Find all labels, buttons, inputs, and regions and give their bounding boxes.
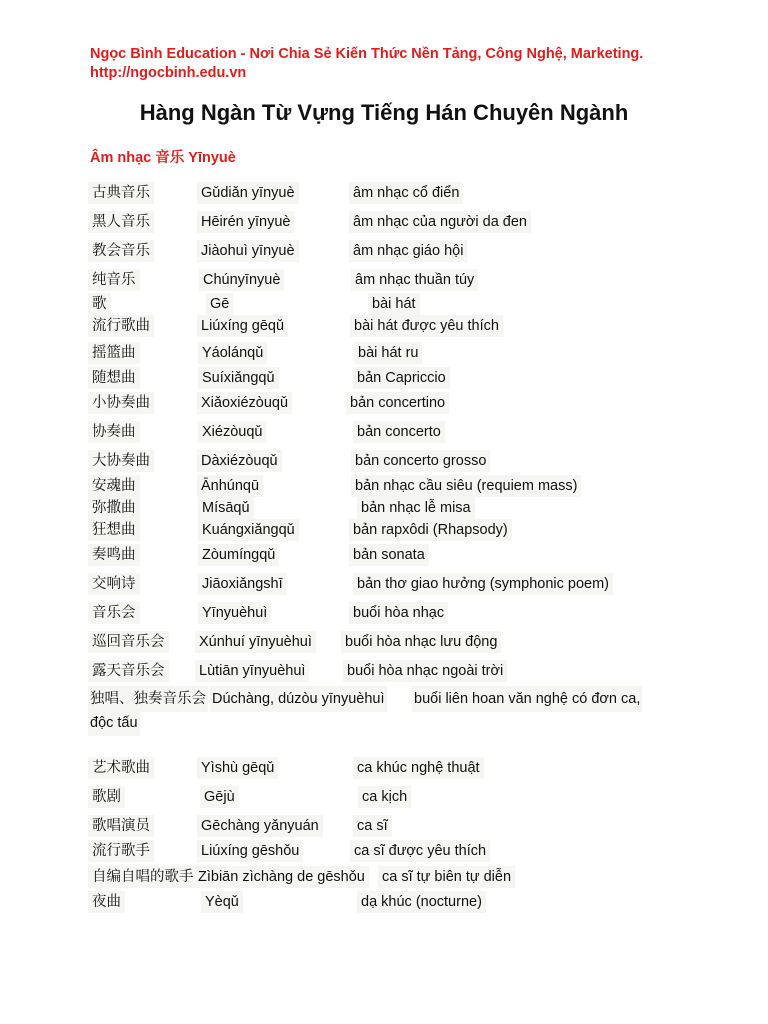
meaning-cell: bản rapxôdi (Rhapsody) (349, 519, 512, 541)
hanzi-cell: 艺术歌曲 (88, 757, 154, 779)
meaning-cell: buổi liên hoan văn nghệ có đơn ca, (412, 686, 642, 712)
pinyin-cell: Zìbiān zìchàng de gēshǒu (194, 866, 369, 888)
pinyin-cell: Xiǎoxiézòuqǔ (197, 392, 292, 414)
hanzi-cell: 露天音乐会 (88, 660, 169, 682)
pinyin-cell: Yáolánqǔ (198, 342, 267, 364)
meaning-cell: ca khúc nghệ thuật (353, 757, 484, 779)
hanzi-cell: 大协奏曲 (88, 450, 154, 472)
hanzi-cell: 自编自唱的歌手 (88, 866, 198, 888)
meaning-cell: bài hát được yêu thích (350, 315, 503, 337)
hanzi-cell: 流行歌手 (88, 840, 154, 862)
hanzi-cell: 小协奏曲 (88, 392, 154, 414)
pinyin-cell: Gē (206, 293, 233, 315)
pinyin-cell: Suíxiǎngqǔ (198, 367, 279, 389)
pinyin-cell: Lùtiān yīnyuèhuì (195, 660, 309, 682)
pinyin-cell: Liúxíng gēqǔ (197, 315, 288, 337)
meaning-cell: bản Capriccio (353, 367, 450, 389)
hanzi-cell: 协奏曲 (88, 421, 140, 443)
meaning-cell: âm nhạc thuần túy (351, 269, 478, 291)
pinyin-cell: Gǔdiǎn yīnyuè (197, 182, 299, 204)
meaning-cell: ca kịch (358, 786, 411, 808)
pinyin-cell: Xúnhuí yīnyuèhuì (195, 631, 316, 653)
section-heading: Âm nhạc 音乐 Yīnyuè (90, 150, 236, 166)
pinyin-cell: Mísāqǔ (198, 497, 254, 519)
meaning-cell: bản concerto (353, 421, 445, 443)
meaning-cell: buổi hòa nhạc ngoài trời (343, 660, 507, 682)
hanzi-cell: 交响诗 (88, 573, 140, 595)
pinyin-cell: Ānhúnqū (197, 475, 263, 497)
hanzi-cell: 歌 (88, 293, 111, 315)
pinyin-cell: Dàxiézòuqǔ (197, 450, 282, 472)
hanzi-cell: 古典音乐 (88, 182, 154, 204)
hanzi-cell: 黑人音乐 (88, 211, 154, 233)
hanzi-cell: 纯音乐 (88, 269, 140, 291)
hanzi-cell: 狂想曲 (88, 519, 140, 541)
pinyin-cell: Xiézòuqǔ (198, 421, 266, 443)
hanzi-cell: 奏鸣曲 (88, 544, 140, 566)
hanzi-cell: 歌唱演员 (88, 815, 154, 837)
pinyin-cell: Jiàohuì yīnyuè (197, 240, 299, 262)
hanzi-cell: 流行歌曲 (88, 315, 154, 337)
meaning-cell: âm nhạc của người da đen (349, 211, 531, 233)
hanzi-cell: 摇篮曲 (88, 342, 140, 364)
hanzi-cell: 弥撒曲 (88, 497, 140, 519)
pinyin-cell: Chúnyīnyuè (199, 269, 284, 291)
hanzi-cell: 安魂曲 (88, 475, 140, 497)
hanzi-cell: 巡回音乐会 (88, 631, 169, 653)
meaning-cell: bản concerto grosso (351, 450, 490, 472)
meaning-cell: buổi hòa nhạc (349, 602, 448, 624)
meaning-cell: bài hát (368, 293, 420, 315)
meaning-cell: dạ khúc (nocturne) (357, 891, 486, 913)
meaning-cell: buổi hòa nhạc lưu động (341, 631, 501, 653)
hanzi-cell: 音乐会 (88, 602, 140, 624)
hanzi-cell: 独唱、独奏音乐会 (88, 686, 208, 712)
meaning-cell: ca sĩ tự biên tự diễn (378, 866, 515, 888)
pinyin-cell: Hēirén yīnyuè (197, 211, 294, 233)
meaning-cell: bản nhạc cầu siêu (requiem mass) (351, 475, 581, 497)
meaning-cell: ca sĩ (353, 815, 392, 837)
meaning-cell: ca sĩ được yêu thích (350, 840, 490, 862)
pinyin-cell: Liúxíng gēshǒu (197, 840, 303, 862)
pinyin-cell: Gējù (200, 786, 239, 808)
pinyin-cell: Yīnyuèhuì (198, 602, 271, 624)
pinyin-cell: Gēchàng yǎnyuán (197, 815, 323, 837)
hanzi-cell: 随想曲 (88, 367, 140, 389)
meaning-cell: bản nhạc lễ misa (357, 497, 475, 519)
meaning-cell: bản sonata (349, 544, 429, 566)
pinyin-cell: Yìshù gēqǔ (197, 757, 278, 779)
hanzi-cell: 教会音乐 (88, 240, 154, 262)
pinyin-cell: Kuángxiǎngqǔ (198, 519, 299, 541)
meaning-cell-continued: độc tấu (88, 710, 140, 736)
meaning-cell: âm nhạc cổ điển (349, 182, 463, 204)
hanzi-cell: 夜曲 (88, 891, 125, 913)
header-url[interactable]: http://ngocbinh.edu.vn (90, 65, 247, 81)
meaning-cell: bản thơ giao hưởng (symphonic poem) (353, 573, 613, 595)
header-tagline: Ngọc Bình Education - Nơi Chia Sẻ Kiến Thức Nền Tảng, Công Nghệ, Marketing. (90, 46, 644, 62)
meaning-cell: âm nhạc giáo hội (349, 240, 467, 262)
hanzi-cell: 歌剧 (88, 786, 125, 808)
meaning-cell: bài hát ru (354, 342, 422, 364)
page-title: Hàng Ngàn Từ Vựng Tiếng Hán Chuyên Ngành (139, 100, 629, 125)
meaning-cell: bản concertino (346, 392, 449, 414)
pinyin-cell: Jiāoxiǎngshī (198, 573, 287, 595)
pinyin-cell: Zòumíngqǔ (198, 544, 279, 566)
pinyin-cell: Yèqǔ (201, 891, 243, 913)
pinyin-cell: Dúchàng, dúzòu yīnyuèhuì (210, 686, 387, 712)
